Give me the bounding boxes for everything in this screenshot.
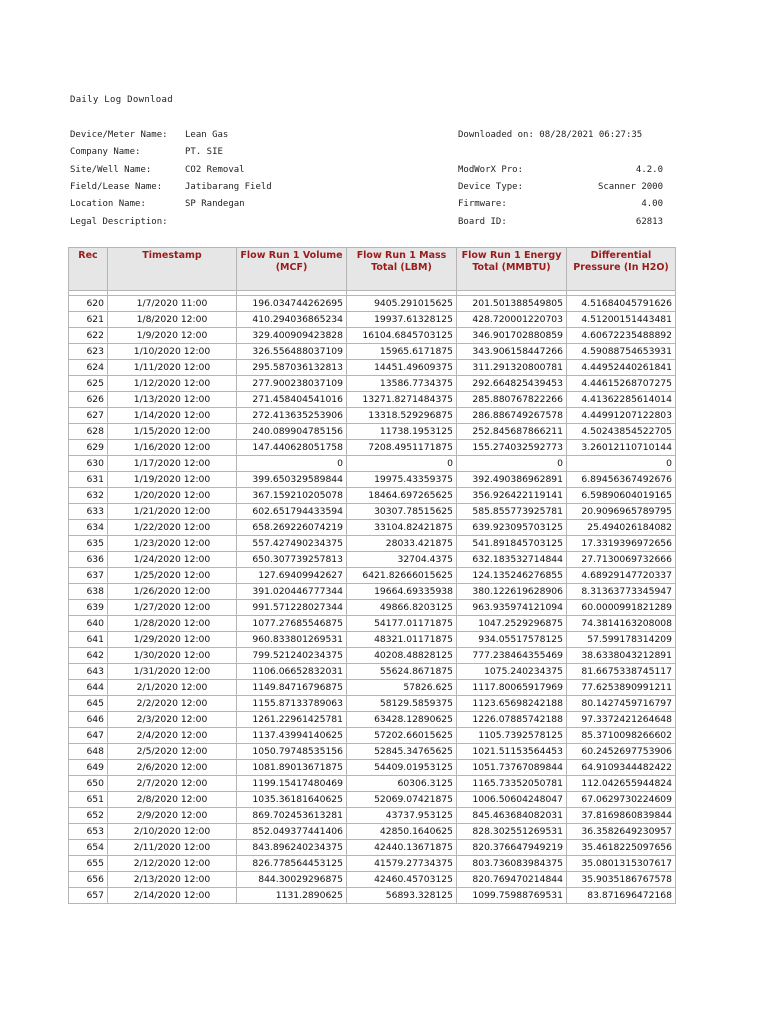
cell-timestamp: 2/14/2020 12:00 (108, 888, 237, 904)
table-row (69, 568, 676, 584)
cell-volume: 1149.84716796875 (237, 680, 347, 696)
table-row (69, 536, 676, 552)
cell-diff-pressure: 112.042655944824 (567, 776, 676, 792)
cell-timestamp: 2/10/2020 12:00 (108, 824, 237, 840)
cell-rec: 622 (69, 328, 108, 344)
cell-diff-pressure: 20.9096965789795 (567, 504, 676, 520)
cell-energy: 1006.50604248047 (457, 792, 567, 808)
table-row (69, 488, 676, 504)
cell-rec: 627 (69, 408, 108, 424)
cell-timestamp: 2/5/2020 12:00 (108, 744, 237, 760)
table-row (69, 664, 676, 680)
cell-rec: 646 (69, 712, 108, 728)
meta-label: Board ID: (458, 217, 507, 227)
cell-rec: 655 (69, 856, 108, 872)
cell-rec: 652 (69, 808, 108, 824)
cell-volume: 399.650329589844 (237, 472, 347, 488)
cell-energy: 346.901702880859 (457, 328, 567, 344)
cell-volume: 272.413635253906 (237, 408, 347, 424)
cell-rec: 621 (69, 312, 108, 328)
cell-volume: 326.556488037109 (237, 344, 347, 360)
cell-timestamp: 2/2/2020 12:00 (108, 696, 237, 712)
cell-energy: 311.291320800781 (457, 360, 567, 376)
cell-mass: 13318.529296875 (347, 408, 457, 424)
cell-rec: 648 (69, 744, 108, 760)
cell-rec: 633 (69, 504, 108, 520)
cell-diff-pressure: 35.0801315307617 (567, 856, 676, 872)
cell-mass: 0 (347, 456, 457, 472)
cell-timestamp: 1/26/2020 12:00 (108, 584, 237, 600)
cell-diff-pressure: 4.51200151443481 (567, 312, 676, 328)
cell-energy: 124.135246276855 (457, 568, 567, 584)
cell-mass: 19664.69335938 (347, 584, 457, 600)
cell-timestamp: 1/28/2020 12:00 (108, 616, 237, 632)
cell-volume: 1081.89013671875 (237, 760, 347, 776)
cell-mass: 57826.625 (347, 680, 457, 696)
table-row (69, 728, 676, 744)
cell-rec: 623 (69, 344, 108, 360)
cell-mass: 58129.5859375 (347, 696, 457, 712)
cell-mass: 43737.953125 (347, 808, 457, 824)
cell-timestamp: 1/20/2020 12:00 (108, 488, 237, 504)
cell-diff-pressure: 6.89456367492676 (567, 472, 676, 488)
cell-timestamp: 2/4/2020 12:00 (108, 728, 237, 744)
cell-energy: 820.769470214844 (457, 872, 567, 888)
cell-rec: 640 (69, 616, 108, 632)
table-row (69, 424, 676, 440)
header-energy: Flow Run 1 Energy Total (MMBTU) (457, 248, 567, 291)
cell-diff-pressure: 81.6675338745117 (567, 664, 676, 680)
table-row (69, 408, 676, 424)
meta-label: Firmware: (458, 199, 507, 209)
cell-timestamp: 2/11/2020 12:00 (108, 840, 237, 856)
cell-energy: 1021.51153564453 (457, 744, 567, 760)
cell-volume: 852.049377441406 (237, 824, 347, 840)
cell-volume: 1261.22961425781 (237, 712, 347, 728)
cell-diff-pressure: 25.494026184082 (567, 520, 676, 536)
cell-mass: 40208.48828125 (347, 648, 457, 664)
table-row (69, 696, 676, 712)
page-title: Daily Log Download (70, 95, 173, 105)
cell-diff-pressure: 38.6338043212891 (567, 648, 676, 664)
cell-diff-pressure: 37.8169860839844 (567, 808, 676, 824)
cell-timestamp: 1/21/2020 12:00 (108, 504, 237, 520)
cell-volume: 1155.87133789063 (237, 696, 347, 712)
cell-mass: 56893.328125 (347, 888, 457, 904)
cell-timestamp: 1/29/2020 12:00 (108, 632, 237, 648)
cell-rec: 651 (69, 792, 108, 808)
meta-label: Company Name: (70, 147, 141, 157)
cell-energy: 155.274032592773 (457, 440, 567, 456)
cell-timestamp: 1/11/2020 12:00 (108, 360, 237, 376)
cell-energy: 1123.65698242188 (457, 696, 567, 712)
cell-rec: 657 (69, 888, 108, 904)
downloaded-on: Downloaded on: 08/28/2021 06:27:35 (458, 130, 643, 140)
cell-volume: 127.69409942627 (237, 568, 347, 584)
cell-energy: 356.926422119141 (457, 488, 567, 504)
table-row (69, 792, 676, 808)
cell-timestamp: 1/25/2020 12:00 (108, 568, 237, 584)
cell-mass: 60306.3125 (347, 776, 457, 792)
cell-energy: 963.935974121094 (457, 600, 567, 616)
cell-mass: 18464.697265625 (347, 488, 457, 504)
cell-diff-pressure: 4.50243854522705 (567, 424, 676, 440)
table-row (69, 360, 676, 376)
cell-mass: 19975.43359375 (347, 472, 457, 488)
cell-timestamp: 1/14/2020 12:00 (108, 408, 237, 424)
cell-volume: 1077.27685546875 (237, 616, 347, 632)
cell-volume: 196.034744262695 (237, 296, 347, 312)
cell-diff-pressure: 57.599178314209 (567, 632, 676, 648)
cell-rec: 634 (69, 520, 108, 536)
table-header-row (69, 248, 676, 291)
table-row (69, 840, 676, 856)
cell-volume: 869.702453613281 (237, 808, 347, 824)
cell-energy: 541.891845703125 (457, 536, 567, 552)
cell-rec: 656 (69, 872, 108, 888)
cell-mass: 30307.78515625 (347, 504, 457, 520)
cell-volume: 1131.2890625 (237, 888, 347, 904)
cell-rec: 635 (69, 536, 108, 552)
cell-rec: 631 (69, 472, 108, 488)
cell-rec: 643 (69, 664, 108, 680)
cell-energy: 1051.73767089844 (457, 760, 567, 776)
meta-value: CO2 Removal (185, 165, 245, 175)
cell-energy: 292.664825439453 (457, 376, 567, 392)
cell-volume: 277.900238037109 (237, 376, 347, 392)
cell-energy: 803.736083984375 (457, 856, 567, 872)
cell-timestamp: 1/13/2020 12:00 (108, 392, 237, 408)
cell-mass: 48321.01171875 (347, 632, 457, 648)
table-row (69, 776, 676, 792)
cell-energy: 428.720001220703 (457, 312, 567, 328)
cell-mass: 13271.8271484375 (347, 392, 457, 408)
cell-mass: 19937.61328125 (347, 312, 457, 328)
meta-value: Lean Gas (185, 130, 229, 140)
cell-rec: 639 (69, 600, 108, 616)
table-row (69, 856, 676, 872)
cell-volume: 367.159210205078 (237, 488, 347, 504)
cell-rec: 642 (69, 648, 108, 664)
cell-timestamp: 1/8/2020 12:00 (108, 312, 237, 328)
cell-rec: 636 (69, 552, 108, 568)
cell-volume: 658.269226074219 (237, 520, 347, 536)
cell-mass: 15965.6171875 (347, 344, 457, 360)
log-table (68, 247, 676, 904)
cell-energy: 1226.07885742188 (457, 712, 567, 728)
cell-energy: 639.923095703125 (457, 520, 567, 536)
cell-mass: 9405.291015625 (347, 296, 457, 312)
table-body (69, 291, 676, 904)
table-row (69, 680, 676, 696)
cell-mass: 13586.7734375 (347, 376, 457, 392)
cell-energy: 286.886749267578 (457, 408, 567, 424)
cell-mass: 28033.421875 (347, 536, 457, 552)
header-mass: Flow Run 1 Mass Total (LBM) (347, 248, 457, 291)
cell-energy: 201.501388549805 (457, 296, 567, 312)
cell-timestamp: 1/23/2020 12:00 (108, 536, 237, 552)
meta-value: 4.2.0 (635, 165, 663, 175)
cell-mass: 42850.1640625 (347, 824, 457, 840)
cell-timestamp: 1/24/2020 12:00 (108, 552, 237, 568)
cell-timestamp: 1/15/2020 12:00 (108, 424, 237, 440)
meta-value: Scanner 2000 (597, 182, 663, 192)
cell-rec: 654 (69, 840, 108, 856)
cell-energy: 845.463684082031 (457, 808, 567, 824)
cell-rec: 650 (69, 776, 108, 792)
cell-diff-pressure: 36.3582649230957 (567, 824, 676, 840)
cell-diff-pressure: 4.44952440261841 (567, 360, 676, 376)
cell-volume: 1199.15417480469 (237, 776, 347, 792)
table-row (69, 632, 676, 648)
meta-label: Site/Well Name: (70, 165, 152, 175)
header-volume: Flow Run 1 Volume (MCF) (237, 248, 347, 291)
table-row (69, 872, 676, 888)
cell-volume: 391.020446777344 (237, 584, 347, 600)
cell-diff-pressure: 0 (567, 456, 676, 472)
cell-diff-pressure: 83.871696472168 (567, 888, 676, 904)
cell-rec: 630 (69, 456, 108, 472)
cell-energy: 1075.240234375 (457, 664, 567, 680)
cell-volume: 602.651794433594 (237, 504, 347, 520)
cell-diff-pressure: 35.9035186767578 (567, 872, 676, 888)
cell-rec: 649 (69, 760, 108, 776)
cell-diff-pressure: 77.6253890991211 (567, 680, 676, 696)
cell-volume: 1137.43994140625 (237, 728, 347, 744)
table-row (69, 520, 676, 536)
cell-timestamp: 1/31/2020 12:00 (108, 664, 237, 680)
cell-timestamp: 2/12/2020 12:00 (108, 856, 237, 872)
table-row (69, 744, 676, 760)
cell-energy: 1117.80065917969 (457, 680, 567, 696)
cell-diff-pressure: 4.60672235488892 (567, 328, 676, 344)
cell-volume: 1035.36181640625 (237, 792, 347, 808)
meta-value: Jatibarang Field (185, 182, 272, 192)
cell-volume: 843.896240234375 (237, 840, 347, 856)
cell-diff-pressure: 80.1427459716797 (567, 696, 676, 712)
cell-diff-pressure: 17.3319396972656 (567, 536, 676, 552)
cell-timestamp: 2/9/2020 12:00 (108, 808, 237, 824)
header-diff-pressure: Differential Pressure (In H2O) (567, 248, 676, 291)
cell-volume: 1106.06652832031 (237, 664, 347, 680)
cell-diff-pressure: 4.59088754653931 (567, 344, 676, 360)
cell-diff-pressure: 4.44991207122803 (567, 408, 676, 424)
cell-volume: 1050.79748535156 (237, 744, 347, 760)
cell-mass: 55624.8671875 (347, 664, 457, 680)
cell-energy: 585.855773925781 (457, 504, 567, 520)
cell-rec: 624 (69, 360, 108, 376)
cell-volume: 410.294036865234 (237, 312, 347, 328)
cell-energy: 0 (457, 456, 567, 472)
cell-volume: 147.440628051758 (237, 440, 347, 456)
cell-rec: 620 (69, 296, 108, 312)
table-row (69, 376, 676, 392)
cell-timestamp: 1/7/2020 11:00 (108, 296, 237, 312)
meta-label: Legal Description: (70, 217, 168, 227)
table-row (69, 328, 676, 344)
cell-mass: 52845.34765625 (347, 744, 457, 760)
cell-mass: 6421.82666015625 (347, 568, 457, 584)
cell-diff-pressure: 3.26012110710144 (567, 440, 676, 456)
cell-diff-pressure: 4.51684045791626 (567, 296, 676, 312)
cell-mass: 11738.1953125 (347, 424, 457, 440)
table-row (69, 504, 676, 520)
meta-label: Field/Lease Name: (70, 182, 163, 192)
cell-volume: 991.571228027344 (237, 600, 347, 616)
cell-volume: 650.307739257813 (237, 552, 347, 568)
cell-energy: 777.238464355469 (457, 648, 567, 664)
cell-timestamp: 1/22/2020 12:00 (108, 520, 237, 536)
cell-mass: 7208.4951171875 (347, 440, 457, 456)
cell-timestamp: 1/10/2020 12:00 (108, 344, 237, 360)
table-row (69, 712, 676, 728)
cell-volume: 844.30029296875 (237, 872, 347, 888)
table-row (69, 552, 676, 568)
cell-volume: 240.089904785156 (237, 424, 347, 440)
cell-diff-pressure: 35.4618225097656 (567, 840, 676, 856)
cell-diff-pressure: 60.2452697753906 (567, 744, 676, 760)
table-row (69, 312, 676, 328)
table-row (69, 296, 676, 312)
cell-energy: 1105.7392578125 (457, 728, 567, 744)
header-timestamp: Timestamp (108, 248, 237, 291)
cell-mass: 42440.13671875 (347, 840, 457, 856)
cell-mass: 54409.01953125 (347, 760, 457, 776)
cell-mass: 57202.66015625 (347, 728, 457, 744)
cell-diff-pressure: 4.68929147720337 (567, 568, 676, 584)
meta-value: PT. SIE (185, 147, 223, 157)
cell-rec: 628 (69, 424, 108, 440)
cell-timestamp: 1/9/2020 12:00 (108, 328, 237, 344)
cell-mass: 32704.4375 (347, 552, 457, 568)
cell-energy: 1047.2529296875 (457, 616, 567, 632)
cell-diff-pressure: 97.3372421264648 (567, 712, 676, 728)
cell-diff-pressure: 74.3814163208008 (567, 616, 676, 632)
table-row (69, 472, 676, 488)
cell-timestamp: 2/1/2020 12:00 (108, 680, 237, 696)
meta-label: Device Type: (458, 182, 524, 192)
cell-energy: 392.490386962891 (457, 472, 567, 488)
meta-label: Device/Meter Name: (70, 130, 168, 140)
cell-diff-pressure: 6.59890604019165 (567, 488, 676, 504)
cell-mass: 14451.49609375 (347, 360, 457, 376)
cell-mass: 63428.12890625 (347, 712, 457, 728)
meta-label: ModWorX Pro: (458, 165, 524, 175)
cell-rec: 653 (69, 824, 108, 840)
cell-mass: 16104.6845703125 (347, 328, 457, 344)
table-row (69, 808, 676, 824)
cell-timestamp: 2/13/2020 12:00 (108, 872, 237, 888)
cell-rec: 625 (69, 376, 108, 392)
cell-rec: 629 (69, 440, 108, 456)
table-row (69, 440, 676, 456)
cell-mass: 54177.01171875 (347, 616, 457, 632)
cell-timestamp: 1/17/2020 12:00 (108, 456, 237, 472)
cell-diff-pressure: 64.9109344482422 (567, 760, 676, 776)
cell-volume: 826.778564453125 (237, 856, 347, 872)
cell-rec: 647 (69, 728, 108, 744)
cell-timestamp: 1/27/2020 12:00 (108, 600, 237, 616)
table-row (69, 648, 676, 664)
cell-volume: 271.458404541016 (237, 392, 347, 408)
cell-timestamp: 1/16/2020 12:00 (108, 440, 237, 456)
cell-energy: 934.05517578125 (457, 632, 567, 648)
cell-volume: 799.521240234375 (237, 648, 347, 664)
cell-energy: 343.906158447266 (457, 344, 567, 360)
cell-rec: 645 (69, 696, 108, 712)
cell-mass: 33104.82421875 (347, 520, 457, 536)
cell-mass: 41579.27734375 (347, 856, 457, 872)
cell-timestamp: 1/30/2020 12:00 (108, 648, 237, 664)
cell-mass: 49866.8203125 (347, 600, 457, 616)
cell-timestamp: 2/7/2020 12:00 (108, 776, 237, 792)
cell-energy: 285.880767822266 (457, 392, 567, 408)
cell-timestamp: 2/3/2020 12:00 (108, 712, 237, 728)
cell-rec: 644 (69, 680, 108, 696)
cell-timestamp: 1/12/2020 12:00 (108, 376, 237, 392)
cell-diff-pressure: 67.0629730224609 (567, 792, 676, 808)
table-row (69, 600, 676, 616)
cell-volume: 557.427490234375 (237, 536, 347, 552)
cell-energy: 380.122619628906 (457, 584, 567, 600)
cell-volume: 295.587036132813 (237, 360, 347, 376)
meta-value: 4.00 (641, 199, 663, 209)
cell-diff-pressure: 4.44615268707275 (567, 376, 676, 392)
table-row (69, 344, 676, 360)
table-row (69, 760, 676, 776)
cell-energy: 252.845687866211 (457, 424, 567, 440)
cell-timestamp: 1/19/2020 12:00 (108, 472, 237, 488)
cell-volume: 0 (237, 456, 347, 472)
cell-energy: 1165.73352050781 (457, 776, 567, 792)
header-rec: Rec (69, 248, 108, 291)
cell-diff-pressure: 60.0000991821289 (567, 600, 676, 616)
cell-rec: 632 (69, 488, 108, 504)
cell-rec: 638 (69, 584, 108, 600)
cell-volume: 960.833801269531 (237, 632, 347, 648)
cell-timestamp: 2/8/2020 12:00 (108, 792, 237, 808)
meta-value: SP Randegan (185, 199, 245, 209)
meta-label: Location Name: (70, 199, 146, 209)
cell-diff-pressure: 4.41362285614014 (567, 392, 676, 408)
cell-mass: 42460.45703125 (347, 872, 457, 888)
meta-value: 62813 (635, 217, 663, 227)
cell-diff-pressure: 85.3710098266602 (567, 728, 676, 744)
cell-energy: 632.183532714844 (457, 552, 567, 568)
table-row (69, 824, 676, 840)
cell-rec: 637 (69, 568, 108, 584)
cell-rec: 626 (69, 392, 108, 408)
table-row (69, 584, 676, 600)
cell-energy: 820.376647949219 (457, 840, 567, 856)
cell-rec: 641 (69, 632, 108, 648)
cell-energy: 828.302551269531 (457, 824, 567, 840)
cell-energy: 1099.75988769531 (457, 888, 567, 904)
cell-mass: 52069.07421875 (347, 792, 457, 808)
table-row (69, 392, 676, 408)
cell-diff-pressure: 8.31363773345947 (567, 584, 676, 600)
cell-volume: 329.400909423828 (237, 328, 347, 344)
table-row (69, 616, 676, 632)
table-row (69, 888, 676, 904)
cell-timestamp: 2/6/2020 12:00 (108, 760, 237, 776)
table-row (69, 456, 676, 472)
cell-diff-pressure: 27.7130069732666 (567, 552, 676, 568)
